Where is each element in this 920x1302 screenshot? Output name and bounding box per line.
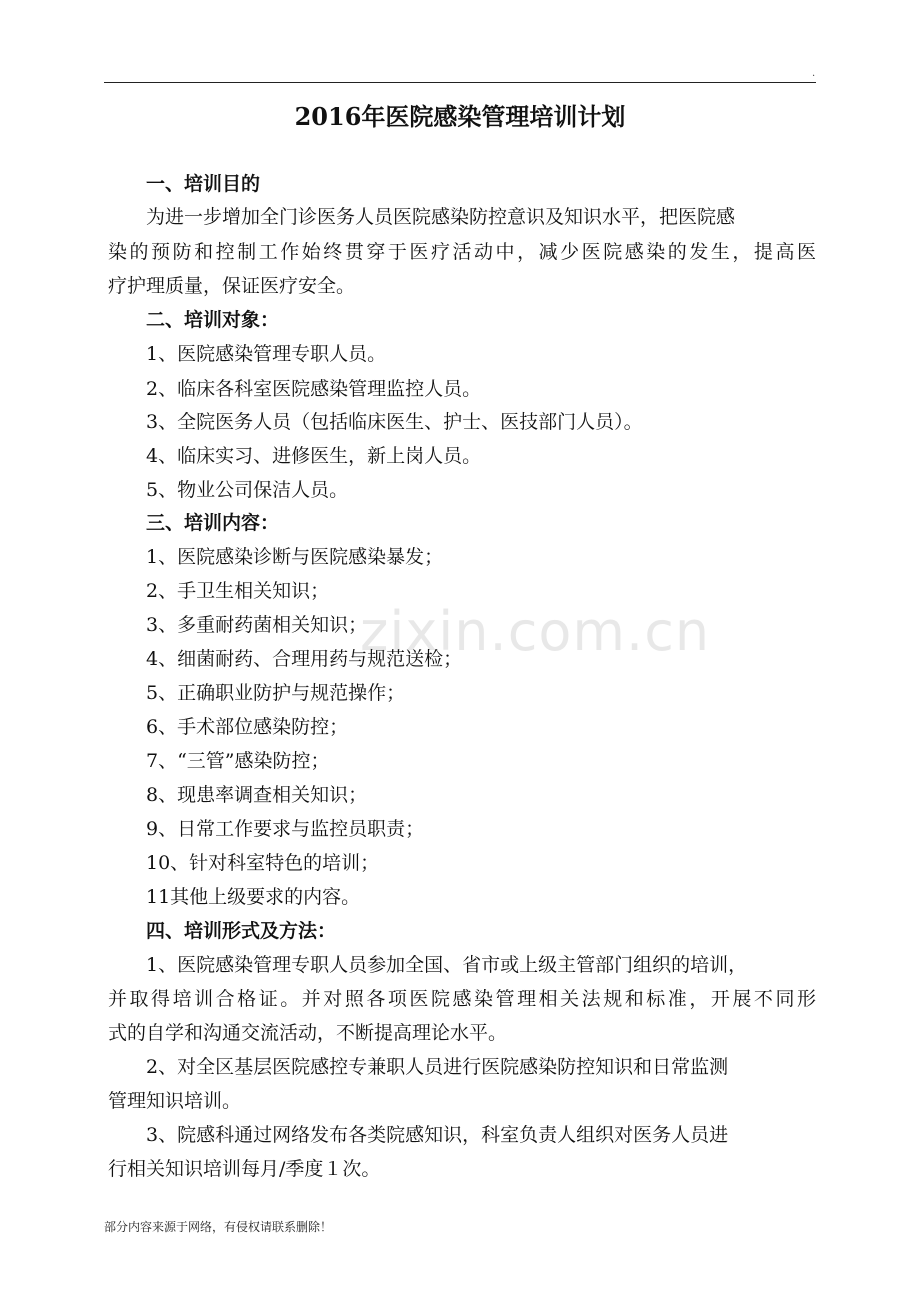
paragraph-line: 染的预防和控制工作始终贯穿于医疗活动中，减少医院感染的发生，提高医: [108, 241, 816, 263]
paragraph-line: 3、院感科通过网络发布各类院感知识，科室负责人组织对医务人员进: [146, 1124, 729, 1146]
list-item: 11其他上级要求的内容。: [146, 886, 361, 908]
section-heading-audience: 二、培训对象：: [146, 309, 280, 331]
list-item: 1、医院感染管理专职人员。: [146, 343, 387, 365]
paragraph-line: 式的自学和沟通交流活动，不断提高理论水平。: [108, 1022, 508, 1044]
list-item: 8、现患率调查相关知识；: [146, 784, 368, 806]
list-item: 7、“三管”感染防控；: [146, 750, 330, 772]
list-item: 1、医院感染诊断与医院感染暴发；: [146, 546, 444, 568]
paragraph-line: 1、医院感染管理专职人员参加全国、省市或上级主管部门组织的培训，: [146, 954, 748, 976]
paragraph-line: 2、对全区基层医院感控专兼职人员进行医院感染防控知识和日常监测: [146, 1056, 729, 1078]
paragraph-line: 行相关知识培训每月/季度１次。: [108, 1158, 381, 1180]
list-item: 4、临床实习、进修医生，新上岗人员。: [146, 445, 482, 467]
list-item: 9、日常工作要求与监控员职责；: [146, 818, 425, 840]
paragraph-line: 管理知识培训。: [108, 1090, 242, 1112]
section-heading-content: 三、培训内容：: [146, 512, 280, 534]
list-item: 5、正确职业防护与规范操作；: [146, 682, 406, 704]
section-heading-method: 四、培训形式及方法：: [146, 920, 337, 942]
section-heading-purpose: 一、培训目的: [146, 173, 261, 195]
list-item: 3、全院医务人员（包括临床医生、护士、医技部门人员）。: [146, 411, 643, 433]
paragraph-line: 疗护理质量，保证医疗安全。: [108, 275, 356, 297]
paragraph-line: 并取得培训合格证。并对照各项医院感染管理相关法规和标准，开展不同形: [108, 988, 816, 1010]
list-item: 10、针对科室特色的培训；: [146, 852, 380, 874]
list-item: 4、细菌耐药、合理用药与规范送检；: [146, 648, 463, 670]
list-item: 6、手术部位感染防控；: [146, 716, 349, 738]
header-mark: .: [812, 68, 816, 79]
list-item: 2、手卫生相关知识；: [146, 580, 330, 602]
list-item: 2、临床各科室医院感染管理监控人员。: [146, 378, 482, 400]
header-rule: [104, 82, 816, 83]
paragraph-line: 为进一步增加全门诊医务人员医院感染防控意识及知识水平，把医院感: [146, 206, 736, 228]
document-title: 2016年医院感染管理培训计划: [294, 102, 626, 131]
footer-note: 部分内容来源于网络，有侵权请联系删除！: [104, 1220, 333, 1234]
list-item: 3、多重耐药菌相关知识；: [146, 614, 368, 636]
watermark: zixin.com.cn: [360, 600, 711, 663]
list-item: 5、物业公司保洁人员。: [146, 479, 349, 501]
